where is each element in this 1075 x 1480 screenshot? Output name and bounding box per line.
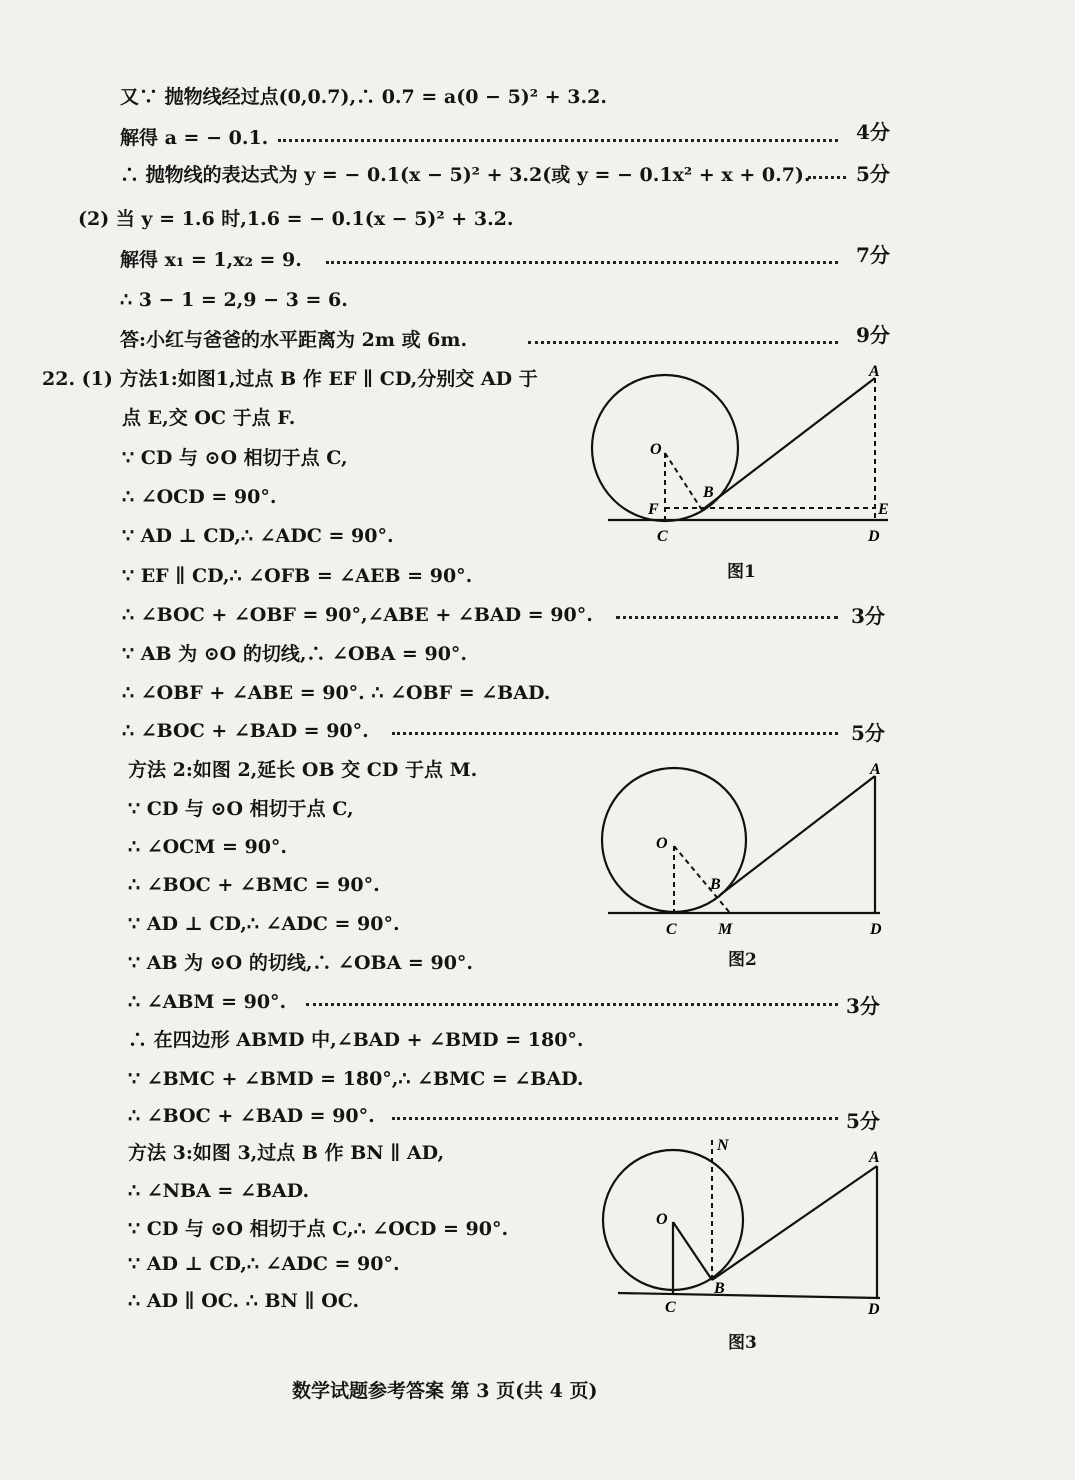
text-line-27: ∴ ∠BOC + ∠BAD = 90°.	[128, 1105, 375, 1127]
score-label: 4分	[856, 120, 890, 144]
label-d: D	[870, 921, 882, 938]
text-line-15: ∵ AB 为 ⊙O 的切线,∴ ∠OBA = 90°.	[122, 643, 468, 665]
text-line-8: 22. (1) 方法1:如图1,过点 B 作 EF ∥ CD,分别交 AD 于	[42, 368, 538, 390]
label-n: N	[717, 1137, 729, 1154]
label-e: E	[878, 501, 889, 518]
score-label: 5分	[856, 162, 890, 186]
label-c: C	[657, 528, 668, 545]
dotted-leader	[306, 1003, 838, 1006]
text-line-24: ∴ ∠ABM = 90°.	[128, 991, 287, 1013]
text-line-12: ∵ AD ⊥ CD,∴ ∠ADC = 90°.	[122, 525, 394, 547]
line-om	[674, 846, 730, 913]
text-line-32: ∴ AD ∥ OC. ∴ BN ∥ OC.	[128, 1290, 360, 1312]
text-line-16: ∴ ∠OBF + ∠ABE = 90°. ∴ ∠OBF = ∠BAD.	[122, 682, 551, 704]
label-f: F	[648, 501, 659, 518]
dotted-leader	[616, 616, 838, 619]
text-line-11: ∴ ∠OCD = 90°.	[122, 486, 277, 508]
text-line-19: ∵ CD 与 ⊙O 相切于点 C,	[128, 798, 354, 820]
score-label: 9分	[856, 323, 890, 347]
label-a: A	[869, 363, 880, 380]
label-b: B	[714, 1280, 725, 1297]
text-line-18: 方法 2:如图 2,延长 OB 交 CD 于点 M.	[128, 759, 478, 781]
text-line-3: ∴ 抛物线的表达式为 y = − 0.1(x − 5)² + 3.2(或 y = − 0.1x² + x + 0.7).	[120, 164, 811, 186]
text-line-7: 答:小红与爸爸的水平距离为 2m 或 6m.	[120, 329, 468, 351]
score-label: 3分	[851, 604, 885, 628]
label-a: A	[869, 1149, 880, 1166]
score-label: 5分	[846, 1109, 880, 1133]
text-line-25: ∴ 在四边形 ABMD 中,∠BAD + ∠BMD = 180°.	[128, 1029, 584, 1051]
label-m: M	[718, 921, 733, 938]
figure-3-caption: 图3	[728, 1333, 757, 1353]
text-line-5: 解得 x₁ = 1,x₂ = 9.	[120, 249, 302, 271]
text-line-29: ∴ ∠NBA = ∠BAD.	[128, 1180, 310, 1202]
dotted-leader	[808, 176, 846, 179]
text-line-28: 方法 3:如图 3,过点 B 作 BN ∥ AD,	[128, 1142, 445, 1164]
geometry-figure-1	[590, 360, 910, 575]
label-o: O	[656, 835, 668, 852]
text-line-30: ∵ CD 与 ⊙O 相切于点 C,∴ ∠OCD = 90°.	[128, 1218, 509, 1240]
text-line-4: (2) 当 y = 1.6 时,1.6 = − 0.1(x − 5)² + 3.2.	[78, 208, 514, 230]
text-line-6: ∴ 3 − 1 = 2,9 − 3 = 6.	[120, 289, 348, 311]
dotted-leader	[278, 139, 838, 142]
label-c: C	[665, 1299, 676, 1316]
label-c: C	[666, 921, 677, 938]
label-b: B	[703, 484, 714, 501]
line-ab	[720, 776, 875, 895]
line-ob	[665, 453, 702, 510]
score-label: 7分	[856, 243, 890, 267]
label-a: A	[870, 761, 881, 778]
text-line-1: 又∵ 抛物线经过点(0,0.7),∴ 0.7 = a(0 − 5)² + 3.2.	[120, 86, 607, 108]
text-line-26: ∵ ∠BMC + ∠BMD = 180°,∴ ∠BMC = ∠BAD.	[128, 1068, 584, 1090]
text-line-13: ∵ EF ∥ CD,∴ ∠OFB = ∠AEB = 90°.	[122, 565, 473, 587]
text-line-14: ∴ ∠BOC + ∠OBF = 90°,∠ABE + ∠BAD = 90°.	[122, 604, 593, 626]
dotted-leader	[528, 341, 838, 344]
score-label: 5分	[851, 721, 885, 745]
dotted-leader	[392, 1117, 838, 1120]
label-b: B	[710, 876, 721, 893]
text-line-21: ∴ ∠BOC + ∠BMC = 90°.	[128, 874, 380, 896]
label-d: D	[868, 1301, 880, 1318]
line-ab	[702, 378, 875, 510]
label-o: O	[656, 1211, 668, 1228]
figure-2-caption: 图2	[728, 950, 757, 970]
line-ab	[712, 1166, 877, 1280]
page-footer: 数学试题参考答案 第 3 页(共 4 页)	[292, 1380, 598, 1402]
geometry-figure-3	[590, 1130, 910, 1320]
label-o: O	[650, 441, 662, 458]
text-line-20: ∴ ∠OCM = 90°.	[128, 836, 288, 858]
line-ob	[673, 1222, 712, 1280]
text-line-17: ∴ ∠BOC + ∠BAD = 90°.	[122, 720, 369, 742]
text-line-31: ∵ AD ⊥ CD,∴ ∠ADC = 90°.	[128, 1253, 400, 1275]
text-line-9: 点 E,交 OC 于点 F.	[122, 407, 296, 429]
text-line-22: ∵ AD ⊥ CD,∴ ∠ADC = 90°.	[128, 913, 400, 935]
text-line-2: 解得 a = − 0.1.	[120, 127, 269, 149]
dotted-leader	[392, 732, 838, 735]
score-label: 3分	[846, 994, 880, 1018]
text-line-23: ∵ AB 为 ⊙O 的切线,∴ ∠OBA = 90°.	[128, 952, 474, 974]
dotted-leader	[326, 261, 838, 264]
line-cd	[618, 1293, 880, 1298]
text-line-10: ∵ CD 与 ⊙O 相切于点 C,	[122, 447, 348, 469]
geometry-figure-2	[590, 760, 910, 945]
figure-1-caption: 图1	[727, 562, 756, 582]
label-d: D	[868, 528, 880, 545]
